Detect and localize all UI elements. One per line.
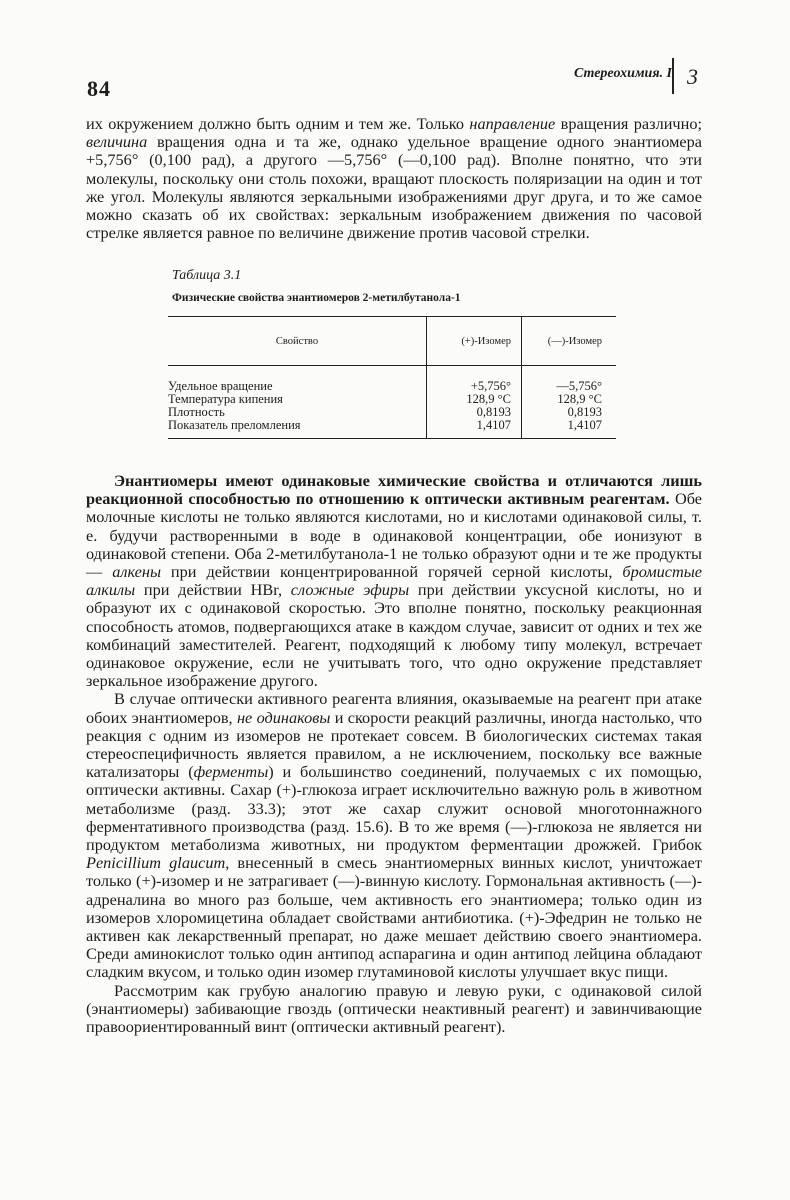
text-italic: величина bbox=[86, 132, 148, 152]
column-header-property: Свойство bbox=[168, 317, 427, 366]
table-cell-plus: 128,9 °C bbox=[427, 393, 522, 406]
table-title: Физические свойства энантиомеров 2-метилбутанола-1 bbox=[172, 292, 461, 304]
table-row bbox=[168, 419, 616, 439]
text-run: ) и большинство соединений, получаемых с их помощью, оптически активны. Сахар (+)-глюкоза играет исключительно важную роль в животном метаболизме (разд. 33.3); этот же сахар служит основой многотоннажного ферментативного производства (разд. 15.6). В то же время (—)-глюкоза не является ни продуктом метаболизма животных, ни продуктом ферментации дрожжей. Грибок bbox=[86, 762, 702, 855]
paragraph bbox=[86, 115, 702, 242]
text-italic: не одинаковы bbox=[236, 707, 331, 727]
text-italic: ферменты bbox=[193, 762, 269, 782]
table-row bbox=[168, 393, 616, 406]
text-run: при действии концентрированной горячей серной кислоты, bbox=[161, 562, 623, 582]
text-bold: Энантиомеры имеют одинаковые химические свойства и отличаются лишь реакционной способностью по отношению к оптически активным реагентам. bbox=[86, 471, 702, 509]
table-cell-property: Температура кипения bbox=[168, 392, 283, 406]
text-run: В случае оптически активного реагента влияния, оказываемые на реагент при атаке обоих энантиомеров, bbox=[86, 689, 702, 727]
text-italic: сложные эфиры bbox=[290, 580, 410, 600]
text-run: Рассмотрим как грубую аналогию правую и левую руки, с одинаковой силой (энантиомеры) забивающие гвоздь (оптически неактивный реагент) и завинчивающие правоориентированный винт (оптически активный реагент). bbox=[86, 980, 702, 1037]
text-run: их окружением должно быть одним и тем же. Только bbox=[86, 114, 470, 133]
table-caption: Таблица 3.1 bbox=[172, 268, 242, 283]
body-text-top bbox=[86, 115, 702, 242]
table-cell-minus: 0,8193 bbox=[522, 406, 617, 419]
table-cell-property: Удельное вращение bbox=[168, 379, 273, 393]
table-cell-minus: —5,756° bbox=[522, 380, 617, 393]
table-cell-plus: +5,756° bbox=[427, 380, 522, 393]
chapter-number: 3 bbox=[687, 64, 698, 89]
text-italic: направление bbox=[469, 114, 556, 133]
paragraph bbox=[86, 982, 702, 1037]
text-run: Обе молочные кислоты не только являются кислотами, но и кислотами одинаковой силы, т. е. будучи растворенными в воде в одинаковой концентрации, обе ионизуют в одинаковой степени. Оба 2-метилбутанола-1 не только образуют одни и те же продукты — bbox=[86, 489, 702, 582]
header-divider bbox=[672, 58, 674, 94]
table-cell-property: Плотность bbox=[168, 405, 225, 419]
text-italic: бромистые алкилы bbox=[86, 562, 702, 600]
text-italic: алкены bbox=[112, 562, 161, 582]
text-run: вращения одна и та же, однако удельное вращение одного энантиомера +5,756° (0,100 рад), а другого —5,756° (—0,100 рад). Вполне понятно, что эти молекулы, поскольку они столь похожи, вращают плоскость поляризации на один и тот же угол. Молекулы являются зеркальными изображениями друг друга, и то же самое можно сказать об их свойствах: зеркальным изображением движения по часовой стрелке является равное по величине движение против часовой стрелки. bbox=[86, 132, 702, 243]
page-number: 84 bbox=[87, 76, 111, 101]
text-run: вращения различно; bbox=[555, 114, 702, 133]
text-italic: Penicillium glaucum bbox=[86, 853, 226, 873]
text-run: , внесенный в смесь энантиомерных винных кислот, уничтожает только (+)-изомер и не затрагивает (—)-винную кислоту. Гормональная активность (—)-адреналина во много раз больше, чем активность его энантиомера; только один из изомеров хлоромицетина обладает свойствами антибиотика. (+)-Эфедрин не только не активен как лекарственный препарат, но даже мешает действию своего энантиомера. Среди аминокислот только один антипод аспарагина и один антипод лейцина обладают сладким вкусом, и только один изомер глутаминовой кислоты улучшает вкус пищи. bbox=[86, 853, 702, 982]
table-cell-property: Показатель преломления bbox=[168, 419, 427, 439]
paragraph bbox=[86, 690, 702, 981]
table-cell-minus: 1,4107 bbox=[522, 419, 617, 439]
column-header-plus-isomer: (+)-Изомер bbox=[427, 317, 522, 366]
text-run: при действии уксусной кислоты, но и образуют их с одинаковой скоростью. Это вполне понятно, поскольку реакционная способность атомов, подвергающихся атаке в каждом случае, зависит от одних и тех же комбинаций заместителей. Реагент, подходящий к любому типу молекул, встречает одинаковое окружение, если не учитывать того, что одно окружение представляет зеркальное изображение другого. bbox=[86, 580, 702, 691]
table-cell-plus: 0,8193 bbox=[427, 406, 522, 419]
column-header-minus-isomer: (—)-Изомер bbox=[522, 317, 617, 366]
table-cell-plus: 1,4107 bbox=[427, 419, 522, 439]
table-cell-minus: 128,9 °C bbox=[522, 393, 617, 406]
table-header-row bbox=[168, 317, 616, 366]
paragraph bbox=[86, 472, 702, 690]
text-run: и скорости реакций различны, иногда настолько, что реакция с одним из изомеров не протекает совсем. В биологических системах такая стереоспецифичность является правилом, а не исключением, поскольку все важные катализаторы ( bbox=[86, 707, 703, 782]
text-run: при действии HBr, bbox=[135, 580, 291, 600]
running-head: Стереохимия. I bbox=[573, 66, 672, 81]
properties-table bbox=[168, 316, 616, 439]
body-text-bottom bbox=[86, 472, 702, 1036]
